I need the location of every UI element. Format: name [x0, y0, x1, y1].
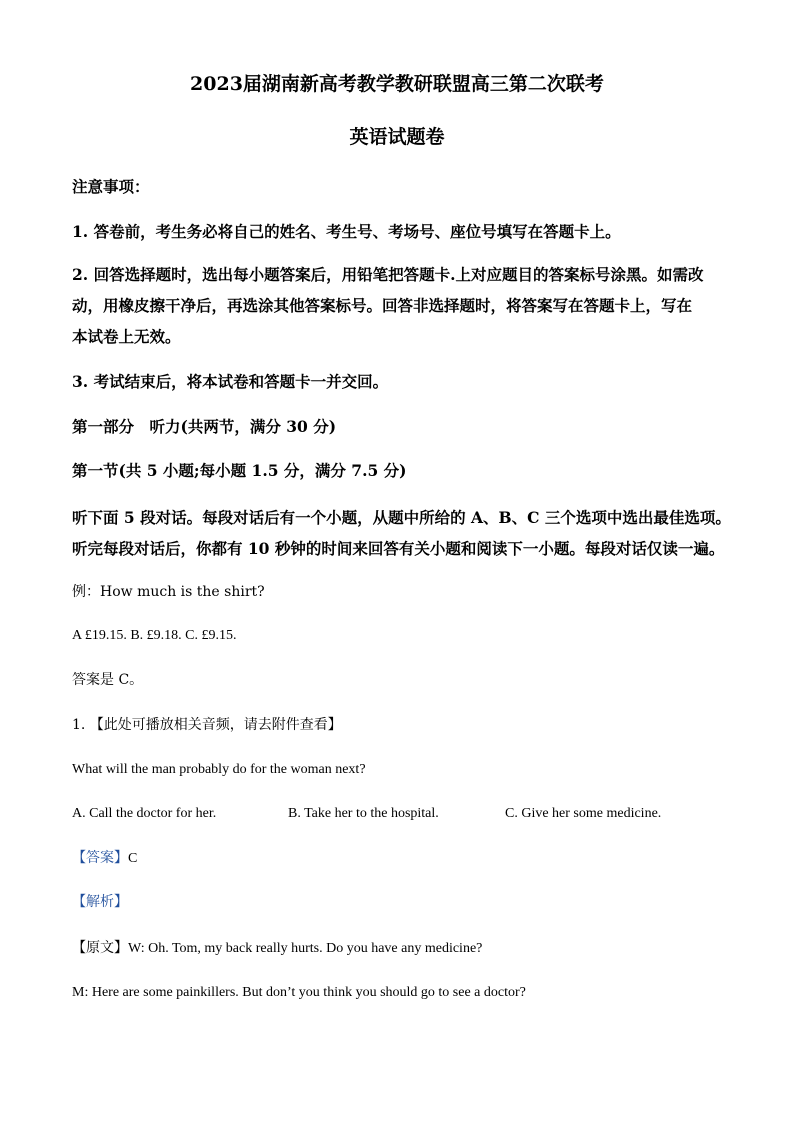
notice-item-2-line-1: 2. 回答选择题时，选出每小题答案后，用铅笔把答题卡.上对应题目的答案标号涂黑。如需改 — [72, 265, 704, 284]
option-c: C. Give her some medicine. — [505, 806, 662, 821]
example-question: 例：How much is the shirt? — [72, 584, 265, 600]
example-answer: 答案是 C。 — [72, 672, 144, 688]
part1-heading: 第一部分 听力(共两节，满分 30 分) — [72, 417, 337, 436]
notice-item-2-line-3: 本试卷上无效。 — [72, 327, 181, 346]
section1-heading: 第一节(共 5 小题;每小题 1.5 分，满分 7.5 分) — [72, 461, 407, 480]
audio-note: 1. 【此处可播放相关音频，请去附件查看】 — [72, 717, 342, 733]
transcript-row — [72, 941, 482, 956]
answer-value: C — [128, 851, 138, 866]
notice-item-3: 3. 考试结束后，将本试卷和答题卡一并交回。 — [72, 372, 389, 391]
page-subtitle: 英语试题卷 — [349, 126, 445, 148]
instructions-line-1: 听下面 5 段对话。每段对话后有一个小题，从题中所给的 A、B、C 三个选项中选出最佳选项。 — [72, 508, 731, 527]
notice-heading: 注意事项： — [72, 177, 150, 196]
page-title: 2023届湖南新高考教学教研联盟高三第二次联考 — [190, 73, 604, 95]
example-options: A £19.15. B. £9.18. C. £9.15. — [72, 628, 237, 643]
transcript-woman: W: Oh. Tom, my back really hurts. Do you have any medicine? — [128, 941, 483, 956]
question-1-text: What will the man probably do for the woman next? — [72, 762, 366, 777]
notice-item-2-line-2: 动，用橡皮擦干净后，再选涂其他答案标号。回答非选择题时，将答案写在答题卡上，写在 — [72, 296, 693, 315]
option-b: B. Take her to the hospital. — [288, 806, 439, 821]
option-a: A. Call the doctor for her. — [72, 806, 217, 821]
notice-item-1: 1. 答卷前，考生务必将自己的姓名、考生号、考场号、座位号填写在答题卡上。 — [72, 222, 621, 241]
transcript-label: 【原文】 — [72, 940, 128, 956]
answer-label: 【答案】 — [72, 850, 128, 866]
analysis-label: 【解析】 — [72, 894, 128, 910]
instructions-line-2: 听完每段对话后，你都有 10 秒钟的时间来回答有关小题和阅读下一小题。每段对话仅读一遍。 — [72, 539, 725, 558]
answer-row — [72, 851, 137, 866]
transcript-man: M: Here are some painkillers. But don’t you think you should go to see a doctor? — [72, 985, 526, 1000]
